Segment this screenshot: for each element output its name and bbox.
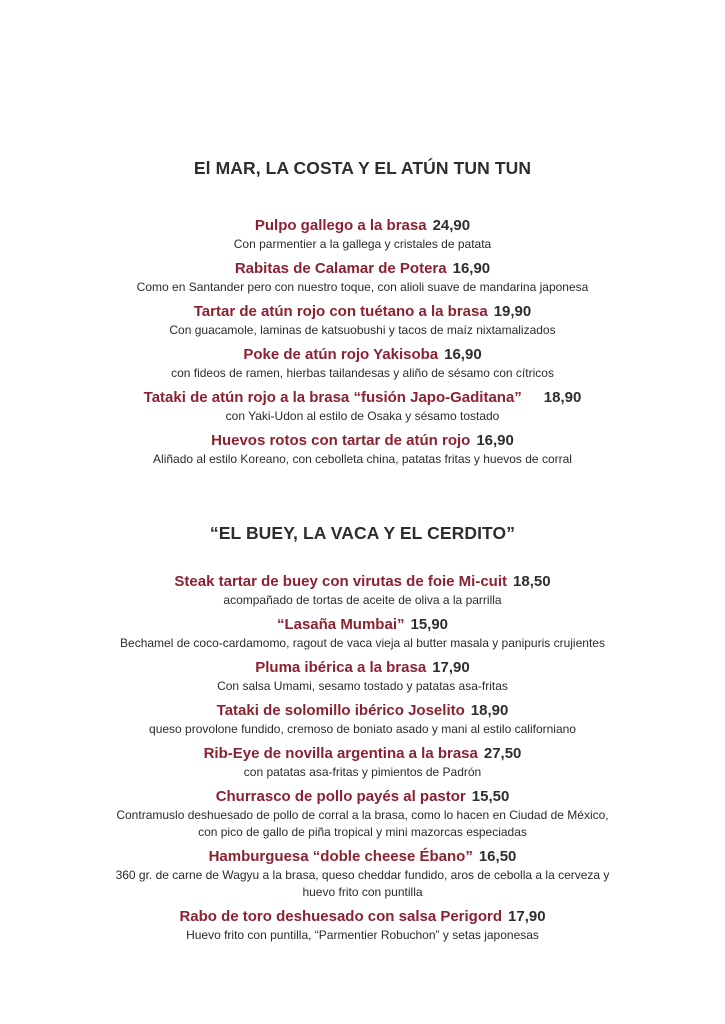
menu-section-sea: [0, 158, 725, 474]
menu-item: [0, 345, 725, 382]
item-description: Bechamel de coco-cardamomo, ragout de vaca vieja al butter masala y panipuris crujientes: [120, 636, 605, 650]
menu-item: [0, 216, 725, 253]
menu-item: [0, 847, 725, 901]
item-description: 360 gr. de carne de Wagyu a la brasa, queso cheddar fundido, aros de cebolla a la cerveza y: [115, 868, 610, 882]
item-description: acompañado de tortas de aceite de oliva a la parrilla: [223, 593, 502, 607]
menu-item: [0, 615, 725, 652]
item-name: Hamburguesa “doble cheese Ébano”: [208, 848, 473, 865]
item-name: Rabo de toro deshuesado con salsa Perigord: [179, 908, 503, 925]
item-name: Pulpo gallego a la brasa: [254, 217, 427, 234]
menu-item: [0, 259, 725, 296]
item-price: 16,90: [476, 432, 514, 449]
item-price: 15,90: [410, 616, 449, 633]
item-name: Huevos rotos con tartar de atún rojo: [211, 432, 471, 449]
item-price: 15,50: [471, 788, 510, 805]
item-name: “Lasaña Mumbai”: [276, 616, 405, 633]
menu-item: [0, 431, 725, 468]
item-description: Huevo frito con puntilla, “Parmentier Robuchon” y setas japonesas: [186, 928, 539, 942]
item-name: Rabitas de Calamar de Potera: [234, 260, 447, 277]
menu-section-meat: [0, 523, 725, 950]
section-title: “EL BUEY, LA VACA Y EL CERDITO”: [209, 523, 516, 543]
item-price: 18,90: [470, 702, 509, 719]
item-description: queso provolone fundido, cremoso de boniato asado y mani al estilo californiano: [149, 722, 576, 736]
item-description: con fideos de ramen, hierbas tailandesas y aliño de sésamo con cítricos: [171, 366, 554, 380]
menu-item: [0, 907, 725, 944]
item-price: 16,50: [478, 848, 517, 865]
item-price: 27,50: [483, 745, 522, 762]
item-description: Con salsa Umami, sesamo tostado y patatas asa-fritas: [217, 679, 508, 693]
menu-item: [0, 658, 725, 695]
menu-item: [0, 302, 725, 339]
item-name: Steak tartar de buey con virutas de foie Mi-cuit: [174, 573, 508, 590]
item-name: Rib-Eye de novilla argentina a la brasa: [203, 745, 478, 762]
item-name: Tartar de atún rojo con tuétano a la brasa: [193, 303, 488, 320]
item-description: huevo frito con puntilla: [302, 885, 423, 899]
item-name: Tataki de atún rojo a la brasa “fusión Japo-Gaditana”: [143, 389, 522, 406]
section-title: El MAR, LA COSTA Y EL ATÚN TUN TUN: [193, 158, 532, 178]
item-name: Poke de atún rojo Yakisoba: [243, 346, 439, 363]
item-name: Pluma ibérica a la brasa: [255, 659, 427, 676]
menu-item: [0, 701, 725, 738]
item-description: con pico de gallo de piña tropical y mini mazorcas especiadas: [198, 825, 527, 839]
item-price: 18,50: [513, 573, 551, 590]
item-price: 19,90: [493, 303, 532, 320]
menu-item: [0, 744, 725, 781]
item-price: 18,90: [543, 389, 582, 406]
menu-item: [0, 572, 725, 609]
item-description: con patatas asa-fritas y pimientos de Padrón: [243, 765, 482, 779]
item-description: Con guacamole, laminas de katsuobushi y tacos de maíz nixtamalizados: [169, 323, 556, 337]
item-price: 16,90: [444, 346, 482, 363]
item-name: Tataki de solomillo ibérico Joselito: [216, 702, 465, 719]
item-description: Contramuslo deshuesado de pollo de corral a la brasa, como lo hacen en Ciudad de México,: [116, 808, 609, 822]
item-name: Churrasco de pollo payés al pastor: [215, 788, 466, 805]
item-price: 24,90: [432, 217, 471, 234]
item-description: Aliñado al estilo Koreano, con cebolleta china, patatas fritas y huevos de corral: [153, 452, 572, 466]
item-description: con Yaki-Udon al estilo de Osaka y sésamo tostado: [225, 409, 500, 423]
item-price: 17,90: [508, 908, 546, 925]
item-price: 16,90: [452, 260, 491, 277]
item-description: Como en Santander pero con nuestro toque, con alioli suave de mandarina japonesa: [136, 280, 589, 294]
item-price: 17,90: [432, 659, 470, 676]
menu-item: [0, 787, 725, 841]
item-description: Con parmentier a la gallega y cristales de patata: [233, 237, 492, 251]
menu-item: [0, 388, 725, 425]
